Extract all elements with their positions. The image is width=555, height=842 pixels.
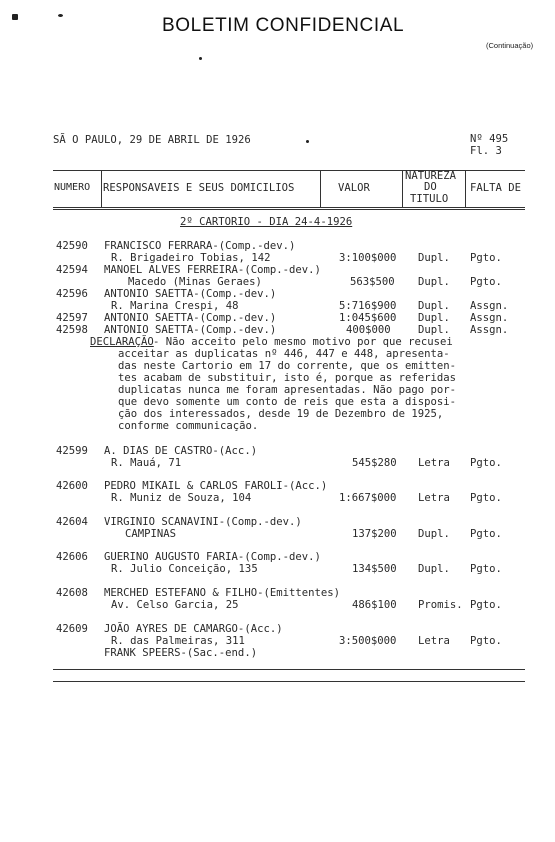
- entry-reason: Pgto.: [470, 252, 502, 264]
- entry-number: 42596: [56, 288, 88, 300]
- entry-name: ANTONIO SAETTA-(Comp.-dev.): [104, 312, 277, 324]
- entry-nature: Letra: [418, 635, 450, 647]
- entry-number: 42604: [56, 516, 88, 528]
- entry-reason: Pgto.: [470, 599, 502, 611]
- table-bottom-rule: [53, 681, 525, 682]
- entry-reason: Assgn.: [470, 324, 509, 336]
- table-bottom-rule: [53, 669, 525, 670]
- scan-mark: [306, 140, 309, 143]
- entry-address: R. Muniz de Souza, 104: [111, 492, 252, 504]
- entry-value: 5:716$900: [339, 300, 397, 312]
- entry-address: R. Julio Conceição, 135: [111, 563, 258, 575]
- declaration-line: ção dos interessados, desde 19 de Dezembro de 1925,: [118, 408, 444, 420]
- col-header-valor: VALOR: [338, 182, 370, 194]
- entry-value: 563$500: [350, 276, 395, 288]
- document-title: BOLETIM CONFIDENCIAL: [162, 15, 405, 36]
- entry-value: 1:667$000: [339, 492, 397, 504]
- declaration-line: conforme communicação.: [118, 420, 259, 432]
- column-divider: [101, 170, 102, 207]
- entry-reason: Assgn.: [470, 300, 509, 312]
- entry-name: A. DIAS DE CASTRO-(Acc.): [104, 445, 258, 457]
- entry-name: ANTONIO SAETTA-(Comp.-dev.): [104, 288, 277, 300]
- entry-number: 42594: [56, 264, 88, 276]
- entry-value: 134$500: [352, 563, 397, 575]
- declaration-line: acceitar as duplicatas nº 446, 447 e 448, apresenta-: [118, 348, 450, 360]
- bulletin-number: Nº 495: [470, 133, 509, 145]
- entry-value: 545$280: [352, 457, 397, 469]
- entry-number: 42590: [56, 240, 88, 252]
- column-divider: [402, 170, 403, 207]
- entry-value: 400$000: [346, 324, 391, 336]
- entry-number: 42609: [56, 623, 88, 635]
- table-header-rule: [53, 209, 525, 210]
- entry-reason: Pgto.: [470, 563, 502, 575]
- col-header-natureza-do: DO: [424, 181, 437, 193]
- entry-reason: Assgn.: [470, 312, 509, 324]
- entry-name: JOÃO AYRES DE CAMARGO-(Acc.): [104, 623, 283, 635]
- declaration-line: - Não acceito pelo mesmo motivo por que recusei: [153, 336, 453, 348]
- col-header-natureza-titulo: TITULO: [410, 193, 449, 205]
- entry-number: 42606: [56, 551, 88, 563]
- entry-reason: Pgto.: [470, 276, 502, 288]
- entry-number: 42598: [56, 324, 88, 336]
- entry-name: GUERINO AUGUSTO FARIA-(Comp.-dev.): [104, 551, 321, 563]
- column-divider: [465, 170, 466, 207]
- entry-nature: Dupl.: [418, 276, 450, 288]
- col-header-responsaveis: RESPONSAVEIS E SEUS DOMICILIOS: [103, 182, 295, 194]
- entry-number: 42608: [56, 587, 88, 599]
- col-header-numero: NUMERO: [54, 182, 91, 193]
- entry-address: R. Brigadeiro Tobias, 142: [111, 252, 271, 264]
- declaration-label: DECLARAÇÃO: [90, 336, 154, 348]
- entry-nature: Letra: [418, 492, 450, 504]
- scan-mark: [199, 57, 202, 60]
- scan-mark: [12, 14, 18, 20]
- entry-address: CAMPINAS: [125, 528, 177, 540]
- entry-name: MANOEL ALVES FERREIRA-(Comp.-dev.): [104, 264, 321, 276]
- entry-name: MERCHED ESTEFANO & FILHO-(Emittentes): [104, 587, 340, 599]
- entry-name: PEDRO MIKAIL & CARLOS FAROLI-(Acc.): [104, 480, 328, 492]
- entry-name: ANTONIO SAETTA-(Comp.-dev.): [104, 324, 277, 336]
- entry-address: Av. Celso Garcia, 25: [111, 599, 239, 611]
- entry-address-secondary: FRANK SPEERS-(Sac.-end.): [104, 647, 258, 659]
- declaration-line: que devo somente um conto de reis que esta a disposi-: [118, 396, 457, 408]
- section-title: 2º CARTORIO - DIA 24-4-1926: [180, 216, 353, 228]
- entry-value: 3:500$000: [339, 635, 397, 647]
- continuation-label: (Continuação): [486, 41, 534, 50]
- entry-nature: Promis.: [418, 599, 463, 611]
- entry-reason: Pgto.: [470, 635, 502, 647]
- column-divider: [320, 170, 321, 207]
- entry-number: 42600: [56, 480, 88, 492]
- declaration-line: duplicatas nunca me foram apresentadas. Não pago por-: [118, 384, 457, 396]
- entry-nature: Dupl.: [418, 563, 450, 575]
- entry-nature: Dupl.: [418, 252, 450, 264]
- declaration-line: tes acabam de substituir, isto é, porque as referidas: [118, 372, 457, 384]
- entry-value: 137$200: [352, 528, 397, 540]
- entry-nature: Dupl.: [418, 300, 450, 312]
- entry-nature: Dupl.: [418, 528, 450, 540]
- entry-value: 3:100$000: [339, 252, 397, 264]
- entry-address: R. Mauá, 71: [111, 457, 182, 469]
- entry-name: VIRGINIO SCANAVINI-(Comp.-dev.): [104, 516, 302, 528]
- table-header-rule: [53, 207, 525, 208]
- declaration-line: das neste Cartorio em 17 do corrente, que os emitten-: [118, 360, 457, 372]
- entry-nature: Dupl.: [418, 324, 450, 336]
- entry-value: 1:045$600: [339, 312, 397, 324]
- col-header-falta: FALTA DE: [470, 182, 522, 194]
- entry-reason: Pgto.: [470, 528, 502, 540]
- place-date: SÃ O PAULO, 29 DE ABRIL DE 1926: [53, 134, 251, 146]
- entry-address: Macedo (Minas Geraes): [128, 276, 262, 288]
- entry-address: R. das Palmeiras, 311: [111, 635, 245, 647]
- entry-reason: Pgto.: [470, 457, 502, 469]
- scan-mark: [58, 14, 63, 17]
- entry-name: FRANCISCO FERRARA-(Comp.-dev.): [104, 240, 296, 252]
- entry-value: 486$100: [352, 599, 397, 611]
- entry-address: R. Marina Crespi, 48: [111, 300, 239, 312]
- entry-number: 42599: [56, 445, 88, 457]
- entry-reason: Pgto.: [470, 492, 502, 504]
- sheet-number: Fl. 3: [470, 145, 502, 157]
- entry-nature: Letra: [418, 457, 450, 469]
- entry-nature: Dupl.: [418, 312, 450, 324]
- col-header-natureza: NATUREZA: [405, 170, 457, 182]
- entry-number: 42597: [56, 312, 88, 324]
